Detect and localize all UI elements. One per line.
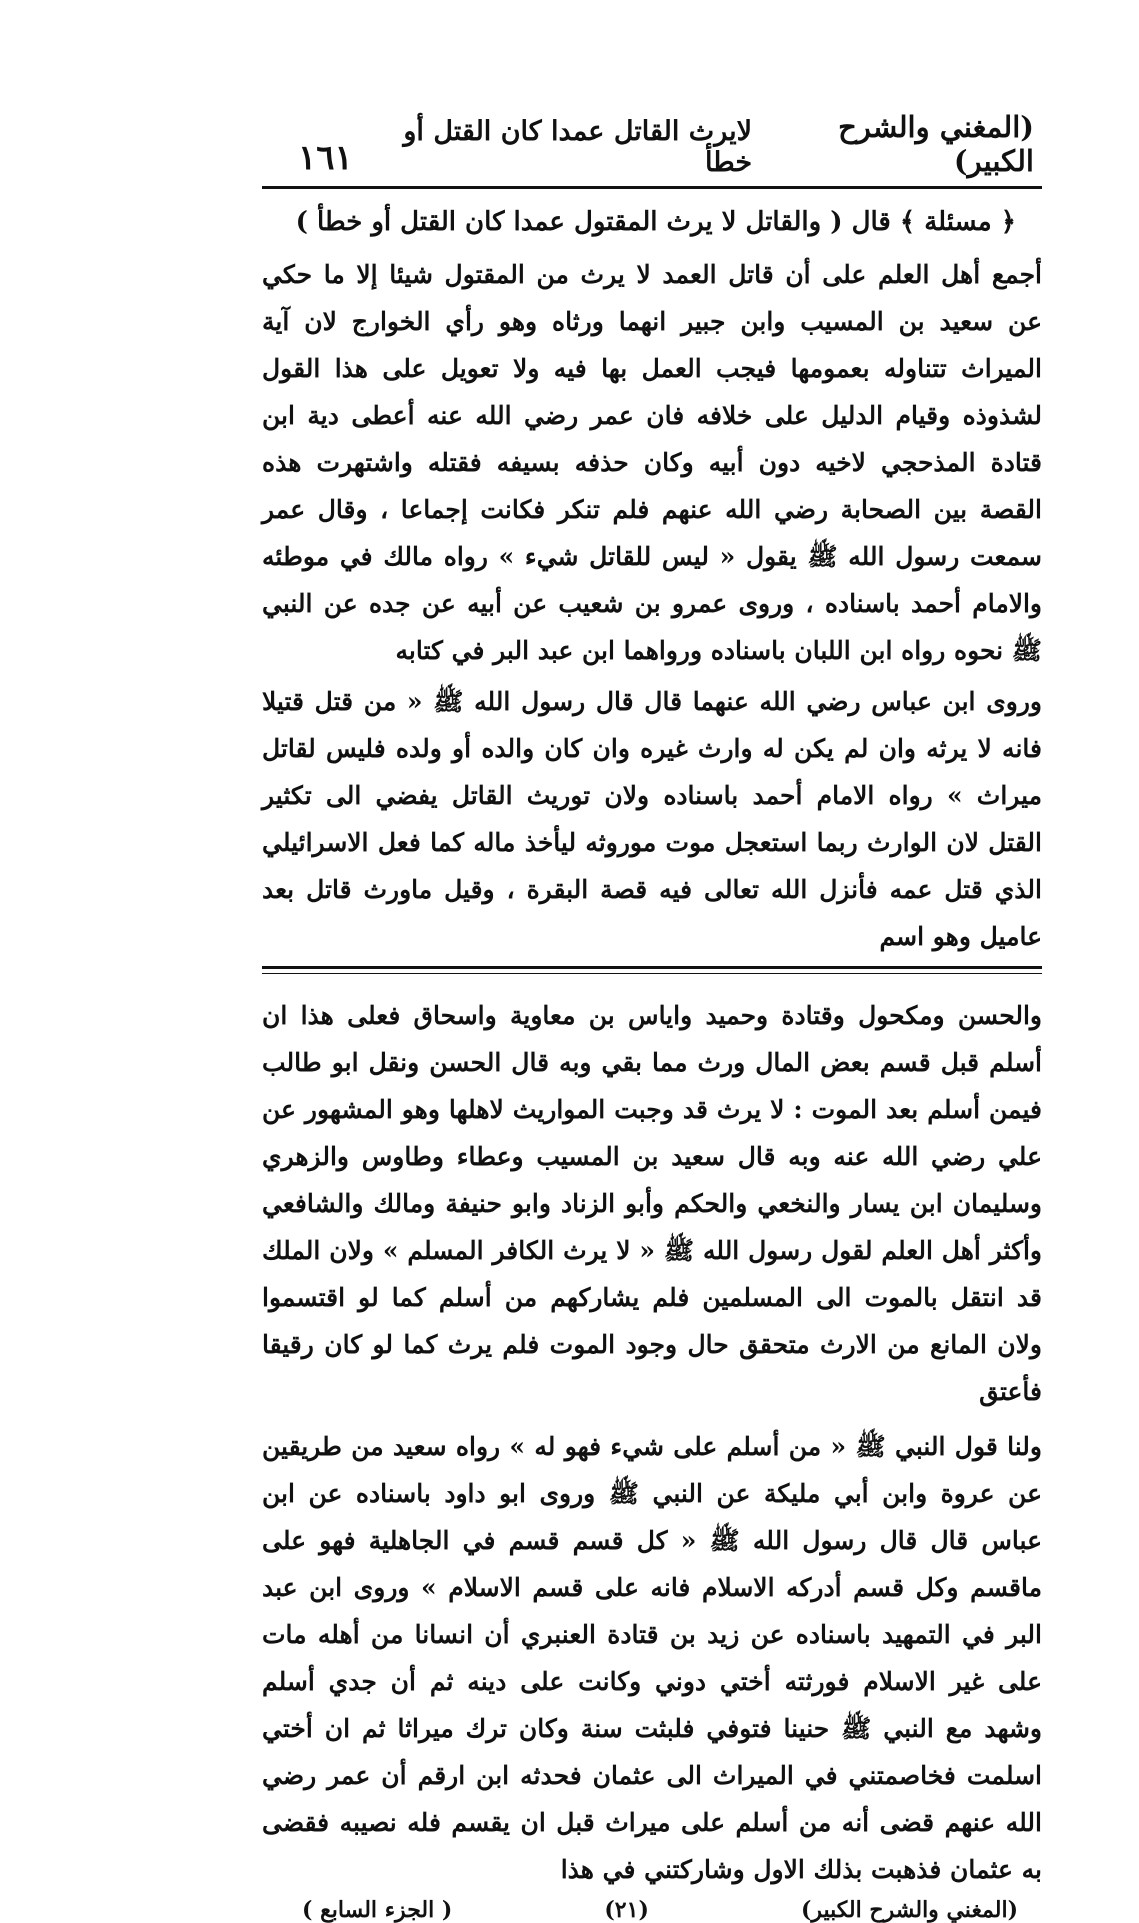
header-book-title: (المغني والشرح الكبير) bbox=[838, 110, 1034, 178]
page-number: ١٦١ bbox=[298, 138, 353, 178]
commentary-paragraph: والحسن ومكحول وقتادة وحميد واياس بن معاوية واسحاق فعلى هذا ان أسلم قبل قسم بعض المال ورث مما بقي وبه قال الحسن ونقل ابو طالب فيمن أسلم بعد الموت : لا يرث قد وجبت المواريث لاهلها وهو المشهور عن علي رضي الله عنه وبه قال سعيد بن المسيب وعطاء وطاوس والزهري وسليمان ابن يسار والنخعي والحكم وأبو الزناد وابو حنيفة ومالك والشافعي وأكثر أهل العلم لقول رسول الله ﷺ « لا يرث الكافر المسلم » ولان الملك قد انتقل بالموت الى المسلمين فلم يشاركهم من أسلم كما لو اقتسموا ولان المانع من الارث متحقق حال وجود الموت فلم يرث كما لو كان رقيقا فأعتق bbox=[262, 1001, 1042, 1406]
header-rule bbox=[262, 186, 1042, 189]
footer-volume: ( الجزء السابع ) bbox=[302, 1897, 453, 1923]
main-paragraph: وروى ابن عباس رضي الله عنهما قال قال رسول الله ﷺ « من قتل قتيلا فانه لا يرثه وان لم يكن له وارث غيره وان كان والده أو ولده فليس لقاتل ميراث » رواه الامام أحمد باسناده ولان توريث القاتل يفضي الى تكثير القتل لان الوارث ربما استعجل موت موروثه ليأخذ ماله كما فعل الاسرائيلي الذي قتل عمه فأنزل الله تعالى فيه قصة البقرة ، وقيل ماورث قاتل بعد عاميل وهو اسم bbox=[262, 687, 1042, 951]
masala-heading: ﴿ مسئلة ﴾ قال ( والقاتل لا يرث المقتول عمدا كان القتل أو خطأ ) bbox=[295, 207, 1016, 237]
separator-rule bbox=[262, 966, 1042, 974]
commentary-text bbox=[262, 992, 1042, 1893]
page bbox=[262, 110, 1042, 1923]
header-chapter-title: لايرث القاتل عمدا كان القتل أو خطأ bbox=[403, 116, 753, 178]
footer-signature: (٢١) bbox=[604, 1897, 649, 1923]
commentary-paragraph: ولنا قول النبي ﷺ « من أسلم على شيء فهو له » رواه سعيد من طريقين عن عروة وابن أبي مليكة عن النبي ﷺ وروى ابو داود باسناده عن ابن عباس قال قال رسول الله ﷺ « كل قسم قسم في الجاهلية فهو على ماقسم وكل قسم أدركه الاسلام فانه على قسم الاسلام » وروى ابن عبد البر في التمهيد باسناده عن زيد بن قتادة العنبري أن انسانا من أهله مات على غير الاسلام فورثته أختي دوني وكانت على دينه ثم أن جدي أسلم وشهد مع النبي ﷺ حنينا فتوفي فلبثت سنة وكان ترك ميراثا ثم ان أختي اسلمت فخاصمتني في الميراث الى عثمان فحدثه ابن ارقم أن عمر رضي الله عنهم قضى أنه من أسلم على ميراث قبل ان يقسم فله نصيبه فقضى به عثمان فذهبت بذلك الاول وشاركتني في هذا bbox=[262, 1432, 1042, 1884]
running-header bbox=[262, 110, 1042, 178]
main-text bbox=[262, 251, 1042, 960]
page-footer bbox=[262, 1897, 1042, 1923]
footer-book-title: (المغني والشرح الكبير) bbox=[800, 1897, 1018, 1923]
main-paragraph: أجمع أهل العلم على أن قاتل العمد لا يرث من المقتول شيئا إلا ما حكي عن سعيد بن المسيب وابن جبير انهما ورثاه وهو رأي الخوارج لان آية الميراث تتناوله بعمومها فيجب العمل بها فيه ولا تعويل على هذا القول لشذوذه وقيام الدليل على خلافه فان عمر رضي الله عنه أعطى دية ابن قتادة المذحجي لاخيه دون أبيه وكان حذفه بسيفه فقتله واشتهرت هذه القصة بين الصحابة رضي الله عنهم فلم تنكر فكانت إجماعا ، وقال عمر سمعت رسول الله ﷺ يقول « ليس للقاتل شيء » رواه مالك في موطئه والامام أحمد باسناده ، وروى عمرو بن شعيب عن أبيه عن جده عن النبي ﷺ نحوه رواه ابن اللبان باسناده ورواهما ابن عبد البر في كتابه bbox=[262, 260, 1042, 665]
